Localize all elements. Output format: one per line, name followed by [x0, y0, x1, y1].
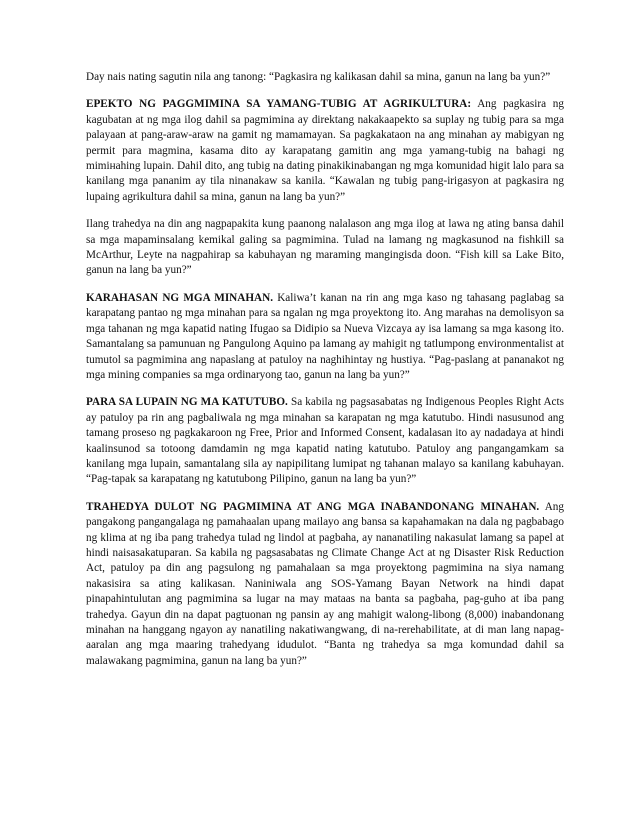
section-tragedy — [86, 500, 564, 669]
section-water-agriculture — [86, 97, 564, 205]
section-fishkill — [86, 217, 564, 279]
section-heading-indigenous: PARA SA LUPAIN NG MA KATUTUBO. — [86, 396, 288, 409]
intro-text: Day nais nating sagutin nila ang tanong: “Pagkasira ng kalikasan dahil sa mina, ganun na lang ba yun?” — [86, 71, 551, 83]
section-body-indigenous: Sa kabila ng pagsasabatas ng Indigenous Peoples Right Acts ay patuloy pa rin ang pagbaliwala ng mga minahan sa karapatan ng mga katutubo. Hindi nasusunod ang tamang proseso ng pagkakaroon ng Free, Prior and Informed Consent, kadalasan ito ay nadadaya at hindi kaalinsunod sa totoong damdamin ng mga kapatid nating katutubo. Patuloy ang pangangamkam sa kanilang mga lupain, samantalang sila ay napipilitang lumipat ng tahanan malayo sa kanilang kabuhayan. “Pag-tapak sa karapatang ng katutubong Pilipino, ganun na lang ba yun?” — [86, 396, 564, 486]
document-body — [86, 70, 564, 681]
intro-paragraph — [86, 70, 564, 85]
section-violence — [86, 291, 564, 383]
section-body-violence: Kaliwa’t kanan na rin ang mga kaso ng tahasang paglabag sa karapatang pantao ng mga minahan para sa ngalan ng mga proyektong ito. Ang marahas na demolisyon sa mga tahanan ng mga kapatid nating Ifugao sa Didipio sa Nueva Vizcaya ay isa lamang sa mga kasong ito. Samantalang sa pamunuan ng Pangulong Aquino pa lamang ay mahigit ng tatlumpong environmentalist at tumutol sa pagmimina ang napaslang at patuloy na naghihintay ng hustiya. “Pag-paslang at pananakot ng mga mining companies sa mga ordinaryong tao, ganun na lang ba yun?” — [86, 291, 564, 381]
section-body-fishkill: Ilang trahedya na din ang nagpapakita kung paanong nalalason ang mga ilog at lawa ng ating bansa dahil sa mga mapaminsalang kemikal galing sa pagmimina. Tulad na lamang ng magkasunod na fishkill sa McArthur, Leyte na nagpahirap sa kabuhayan ng maraming mangingisda doon. “Fish kill sa Lake Bito, ganun na lang ba yun?” — [86, 218, 564, 277]
section-heading-water-agriculture: EPEKTO NG PAGGMIMINA SA YAMANG-TUBIG AT AGRIKULTURA: — [86, 98, 472, 111]
section-heading-tragedy: TRAHEDYA DULOT NG PAGMIMINA AT ANG MGA INABANDONANG MINAHAN. — [86, 500, 540, 513]
section-body-tragedy: Ang pangakong pangangalaga ng pamahaalan upang mailayo ang bansa sa kapahamakan na dala ng pagbabago ng klima at ng iba pang trahedya tulad ng lindol at pagbaha, ay nananatiling nakasulat lamang sa papel at hindi naisasakatuparan. Sa kabila ng pagsasabatas ng Climate Change Act at ng Disaster Risk Reduction Act, patuloy pa din ang pagsulong ng pamahalaan sa mga proyektong pagmimina na siya namang nakasisira sa ating kalikasan. Naniniwala ang SOS-Yamang Bayan Network na hindi dapat pinapahintulutan ang pagmimina sa lugar na may mataas na banta sa pagbaha, pag-guho at iba pang trahedya. Gayun din na dapat pagtuonan ng pansin ay ang mahigit walong-libong (8,000) inabandonang minahan na hanggang ngayon ay nanatiling nakatiwangwang, di na-rerehabilitate, at di man lang napag-aaralan ang mga maaring trahedyang idudulot. “Banta ng trahedya sa mga komundad dahil sa malawakang pagmimina, ganun na lang ba yun?” — [86, 500, 564, 667]
section-heading-violence: KARAHASAN NG MGA MINAHAN. — [86, 291, 273, 304]
section-body-water-agriculture: Ang pagkasira ng kagubatan at ng mga ilog dahil sa pagmimina ay direktang nakakaapekto sa suplay ng tubig para sa mga palayaan at pang-araw-araw na gamit ng mamamayan. Sa pagkakataon na ang minahan ay mabigyan ng permit para magmina, kasama dito ay karapatang gamitin ang mga yamang-tubig na bahagi ng mimінahing lupain. Dahil dito, ang tubig na dating pinakikinabangan ng mga komunidad higit lalo para sa kanilang mga pananim ay tila ninanakaw sa kanila. “Kawalan ng tubig pang-irigasyon at pagkasira ng lupaing agrikultura dahil sa mina, ganun na lang ba yun?” — [86, 98, 564, 203]
section-indigenous — [86, 395, 564, 487]
